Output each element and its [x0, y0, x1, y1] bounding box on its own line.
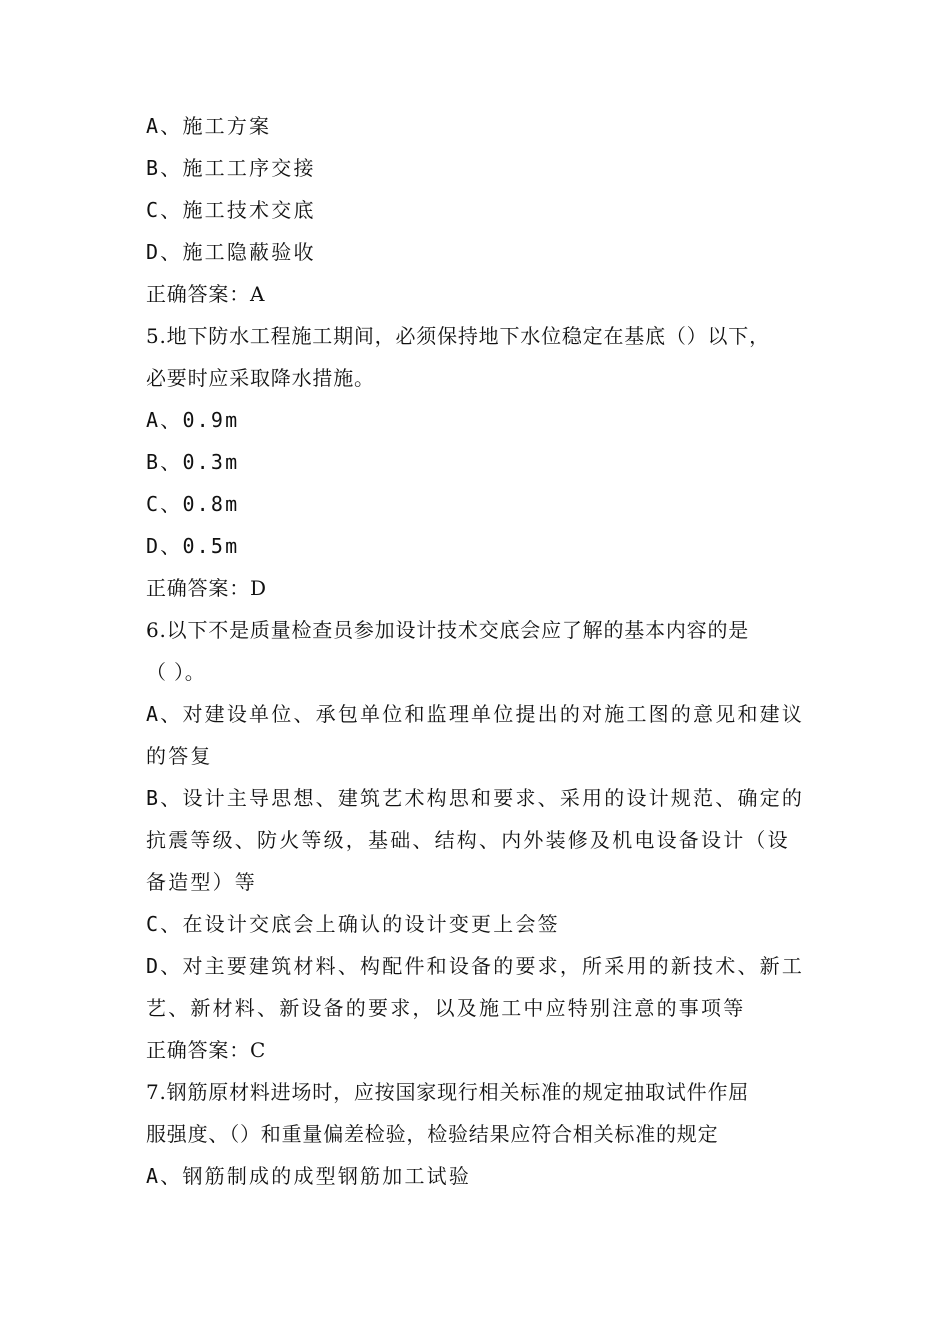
- answer-line: 正确答案：A: [146, 282, 266, 306]
- option-c: C、0.8m: [146, 492, 240, 516]
- answer-line: 正确答案：D: [146, 576, 267, 600]
- question-7: 7.钢筋原材料进场时，应按国家现行相关标准的规定抽取试件作屈: [146, 1080, 750, 1104]
- option-a: A、钢筋制成的成型钢筋加工试验: [146, 1164, 472, 1188]
- option-c: C、在设计交底会上确认的设计变更上会签: [146, 912, 560, 936]
- question-5-cont: 必要时应采取降水措施。: [146, 366, 375, 390]
- option-a-cont: 的答复: [146, 744, 213, 768]
- question-7-cont: 服强度、（）和重量偏差检验，检验结果应符合相关标准的规定: [146, 1122, 719, 1146]
- option-b: B、施工工序交接: [146, 156, 316, 180]
- option-b-cont: 备造型）等: [146, 870, 257, 894]
- option-c: C、施工技术交底: [146, 198, 316, 222]
- option-d: D、施工隐蔽验收: [146, 240, 316, 264]
- question-6: 6.以下不是质量检查员参加设计技术交底会应了解的基本内容的是: [146, 618, 750, 642]
- option-a: A、施工方案: [146, 114, 272, 138]
- option-a: A、对建设单位、承包单位和监理单位提出的对施工图的意见和建议: [146, 702, 805, 726]
- option-b: B、设计主导思想、建筑艺术构思和要求、采用的设计规范、确定的: [146, 786, 805, 810]
- question-5: 5.地下防水工程施工期间，必须保持地下水位稳定在基底（）以下，: [146, 324, 770, 348]
- option-a: A、0.9m: [146, 408, 240, 432]
- option-b: B、0.3m: [146, 450, 240, 474]
- option-d: D、对主要建筑材料、构配件和设备的要求，所采用的新技术、新工: [146, 954, 805, 978]
- question-6-cont: （ ）。: [146, 660, 206, 684]
- option-d-cont: 艺、新材料、新设备的要求，以及施工中应特别注意的事项等: [146, 996, 746, 1020]
- option-d: D、0.5m: [146, 534, 240, 558]
- option-b-cont: 抗震等级、防火等级，基础、结构、内外装修及机电设备设计（设: [146, 828, 790, 852]
- answer-line: 正确答案：C: [146, 1038, 267, 1062]
